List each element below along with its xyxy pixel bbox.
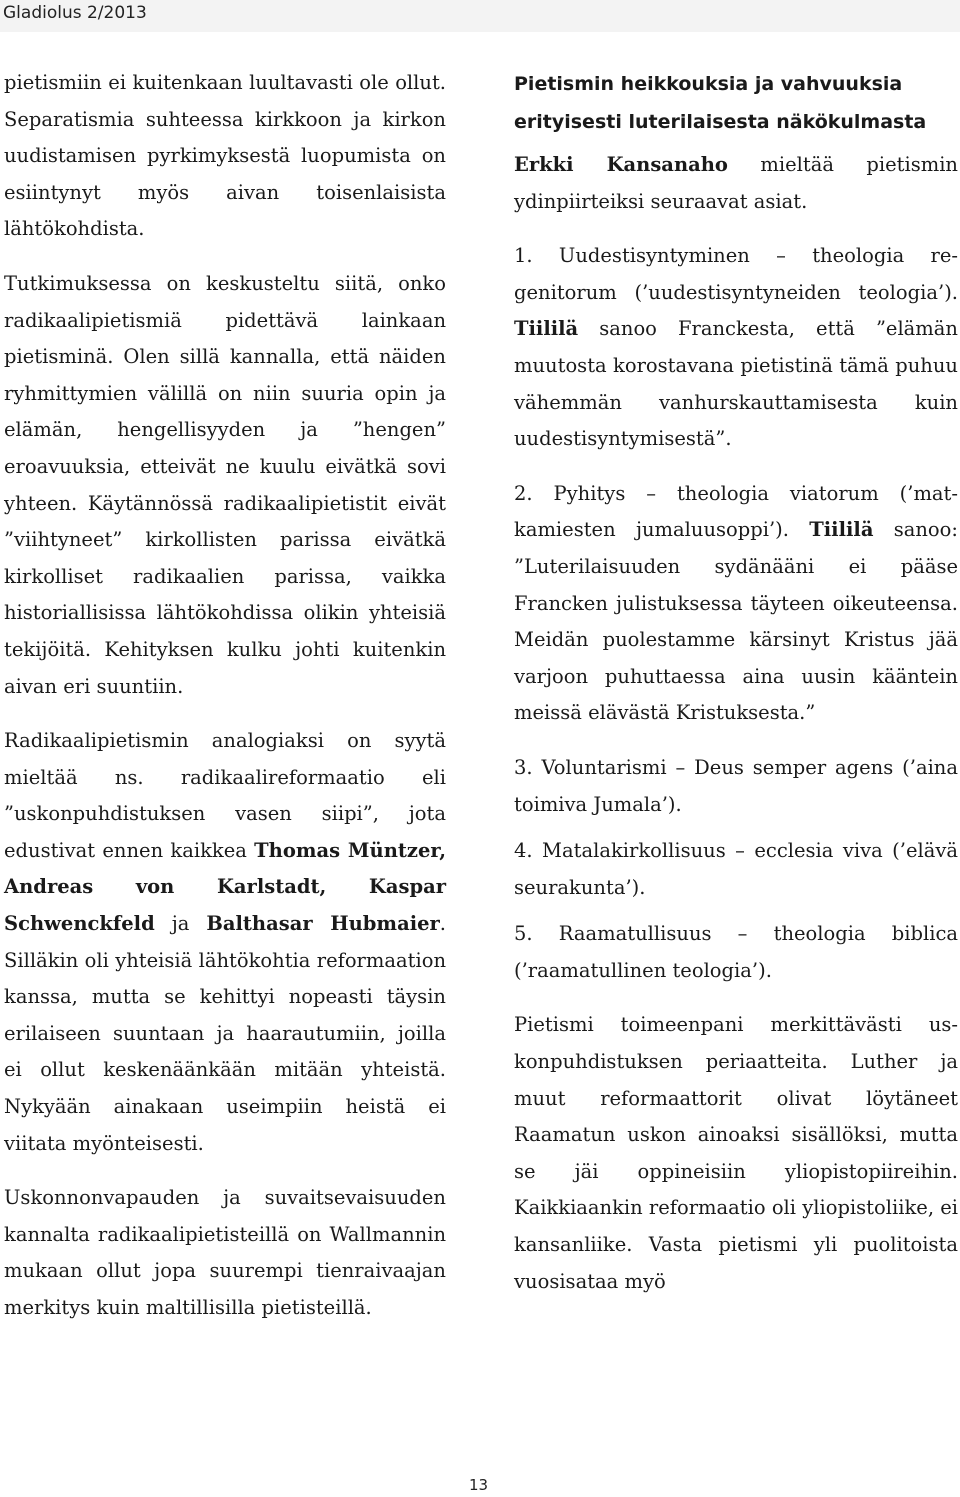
page-number: 13 <box>469 1476 489 1494</box>
paragraph-radical-pietism: Tutkimuksessa on keskusteltu siitä, onko radikaalipietismiä pidettävä lainkaan pietisminä. Olen sillä kannalla, että näiden ryhmittymien välillä on niin suuria opin ja elämän, hengellisyyden ja ”hengen” eroavuuksia, etteivät ne kuulu eivätkä sovi yhteen. Käytännössä radikaalipietistit eivät ”viihtyneet” kirkollisten parissa eivätkä kirkolliset radikaalien parissa, vaikka historiallisissa lähtökohdissa olikin yhteisiä tekijöitä. Kehityksen kulku johti kuitenkin aivan eri suuntiin. <box>4 271 446 698</box>
list-item-2 <box>514 476 958 732</box>
list-item-3: 3. Voluntarismi – Deus semper agens (’aina toimiva Jumala’). <box>514 755 958 816</box>
name-hubmaier: Balthasar Hubmaier <box>206 912 440 936</box>
text-segment: mieltää pietismin ydinpiirteiksi seuraavat asiat. <box>514 153 958 213</box>
text-segment: sanoo: ”Luterilaisuuden sydänääni ei pääse Francken julistuksessa täyteen oikeuteensa. Meidän puolestamme kärsinyt Kristus jää varjoon puhuttaessa aina uusin kääntein meissä elävästä Kristuksesta.” <box>514 518 958 725</box>
paragraph-religious-freedom: Uskonnonvapauden ja suvaitsevaisuuden kannalta radikaalipietisteillä on Wallmannin mukaan ollut jopa suurempi tienraivaajan merkitys kuin maltillisilla pietisteillä. <box>4 1186 446 1319</box>
section-heading: Pietismin heikkouksia ja vahvuuksia erityisesti luterilaisesta näkökulmasta <box>514 73 927 133</box>
page-header <box>0 0 960 32</box>
names-reformers: Thomas Müntzer, Andreas von Karlstadt, Kaspar Schwenckfeld <box>4 838 446 936</box>
list-item-4: 4. Matalakirkollisuus – ecclesia viva (’elävä seurakunta’). <box>514 839 958 899</box>
list-item-1 <box>514 238 958 458</box>
name-tiilila: Tiililä <box>809 518 874 542</box>
text-segment: . Silläkin oli yhteisiä lähtökohtia reformaation kanssa, mutta se kehittyi nopeasti täysin erilaiseen suuntaan ja haarautumiin, joilla ei ollut keskenäänkään mitään yhteistä. Nykyään ainakaan useimpiin heistä ei viitata myönteisesti. <box>4 912 446 1155</box>
right-column <box>514 65 958 1318</box>
name-kansanaho: Erkki Kansanaho <box>514 153 728 176</box>
text-segment: ja <box>154 912 207 936</box>
journal-title: Gladiolus 2/2013 <box>3 3 147 23</box>
paragraph-separatism: pietismiin ei kuitenkaan luultavasti ole ollut. Separatismia suhteessa kirkkoon ja kirkon uudistamisen pyrkimyksestä luopumista on esiintynyt myös aivan toisenlaisista lähtökohdista. <box>4 71 446 241</box>
text-segment: 2. Pyhitys – theologia viatorum (’matkamiesten jumaluusoppi’). <box>514 481 958 542</box>
paragraph-pietism-reformation: Pietismi toimeenpani merkittävästi uskonpuhdistuksen periaatteita. Luther ja muut reformaattorit olivat löytäneet Raamatun uskon ainoaksi sisällöksi, mutta se jäi oppineisiin yliopistopiireihin. Kaikkiaankin reformaatio oli yliopistoliike, ei kansanliike. Vasta pietismi yli puolitoista vuosisataa myö <box>514 1013 958 1293</box>
left-column <box>4 65 446 1345</box>
text-segment: 1. Uudestisyntyminen – theologia regenitorum (’uudestisyntyneiden teologia’). <box>514 244 958 304</box>
text-segment: Radikaalipietismin analogiaksi on syytä mieltää ns. radikaalireformaatio eli ”uskonpuhdistuksen vasen siipi”, jota edustivat ennen kaikkea <box>4 729 446 862</box>
text-segment: sanoo Franckesta, että ”elämän muutosta korostavana pietistinä tämä puhuu vähemmän vanhurskauttamisesta kuin uudestisyntymisestä”. <box>514 317 958 451</box>
name-tiilila: Tiililä <box>514 317 579 341</box>
list-item-5: 5. Raamatullisuus – theologia biblica (’raamatullinen teologia’). <box>514 922 958 982</box>
paragraph-radical-reformation <box>4 723 446 1162</box>
paragraph-intro <box>514 147 958 220</box>
